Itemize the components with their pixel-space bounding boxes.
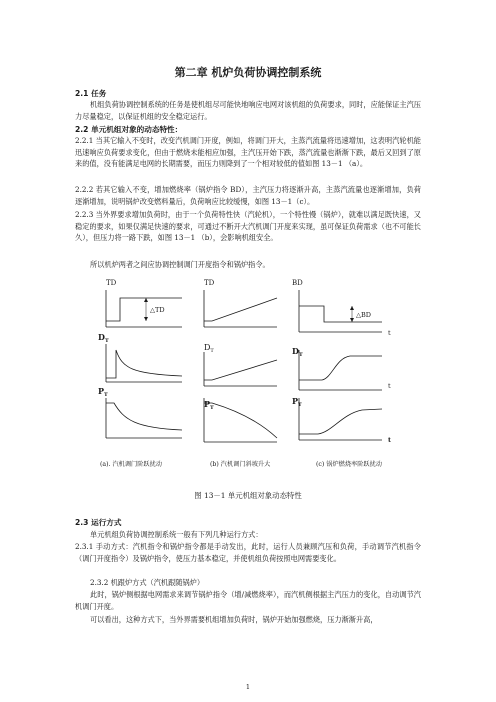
label-pt-a: $P_T$ — [98, 386, 108, 398]
figure-caption: 图 13－1 单元机组对象动态特性 — [194, 491, 302, 500]
label-t-c3: t — [388, 436, 392, 444]
label-dt-b: $D_T$ — [204, 343, 214, 354]
caption-a: (a). 汽机调门阶跃扰动 — [100, 461, 162, 468]
figure-column-a — [98, 279, 182, 438]
page-number: 1 — [245, 683, 251, 691]
section-2-3-2-text: 此时，锅炉侧根据电网需求来调节锅炉指令（增/减燃烧率），而汽机侧根据主汽压力的变化，自动调节汽机调门开度。 — [75, 590, 421, 611]
label-delta-td: △TD — [150, 306, 165, 314]
section-2-3-2-continued: 可以看出，这种方式下，当外界需要机组增加负荷时，锅炉开始加强燃烧，压力渐渐升高， — [90, 615, 378, 624]
section-2-2-conclusion: 所以机炉两者之间应协调控制调门开度指令和锅炉指令。 — [90, 260, 270, 269]
section-2-3-intro: 单元机组负荷协调控制系统一般有下列几种运行方式： — [90, 530, 263, 539]
figure-column-b — [204, 279, 277, 442]
chapter-title: 第二章 机炉负荷协调控制系统 — [174, 66, 322, 79]
section-2-2-2-text: 2.2.2 若其它输入不变，增加燃烧率（锅炉指令 BD），主汽压力将逐渐升高，主蒸汽流量也逐渐增加，负荷逐渐增加，说明锅炉改变燃料量后，负荷响应比较缓慢，如图 13－1（c）。 — [75, 185, 421, 206]
label-pt-c: $P_T$ — [292, 396, 302, 408]
section-2-2-1-text: 2.2.1 当其它输入不变时，改变汽机调门开度，例如，将调门开大，主蒸汽流量将迅速增加，这表明汽轮机能迅速响应负荷要求变化，但由于燃烧未能相应加强，主汽压开始下跌，蒸汽流量也渐渐下跌，最后又回到了原来的值，没有能满足电网的长期需要，而压力则降到了一个相对较低的值如图 13－1 （a）。 — [75, 136, 421, 169]
caption-c: (c) 锅炉燃烧率阶跃扰动 — [316, 461, 382, 468]
caption-b: (b) 汽机调门斜坡升大 — [210, 461, 271, 468]
section-2-2-heading: 2.2 单元机组对象的动态特性： — [75, 125, 183, 134]
label-delta-bd: △BD — [356, 311, 371, 319]
section-2-3-2-heading: 2.3.2 机跟炉方式（汽机跟随锅炉） — [90, 578, 205, 587]
dynamic-response-figure — [92, 272, 412, 512]
label-bd: BD — [292, 279, 303, 287]
label-td-b: TD — [204, 279, 215, 287]
label-t-c2: t — [388, 382, 391, 390]
label-t-c1: t — [388, 329, 391, 337]
figure-column-c — [292, 279, 391, 444]
label-pt-b: $P_T$ — [204, 399, 214, 411]
section-2-3-1-text: 2.3.1 手动方式：汽机指令和锅炉指令都是手动发出，此时，运行人员兼顾汽压和负荷，手动调节汽机指令（调门开度指令）及锅炉指令，使压力基本稳定，并使机组负荷按照电网需要变化。 — [75, 542, 421, 563]
label-dt-c: $D_T$ — [292, 346, 303, 358]
section-2-2-3-text: 2.2.3 当外界要求增加负荷时，由于一个负荷特性快（汽轮机），一个特性慢（锅炉），就难以满足既快速，又稳定的要求，如果仅满足快速的要求，可通过不断开大汽机调门开度来实现，虽可保证负荷需求（也不可能长久），但压力将一路下跌，如图 13－1 （b），会影响机组安全。 — [75, 210, 421, 243]
section-2-1-heading: 2.1 任务 — [75, 89, 107, 98]
section-2-1-text: 机组负荷协调控制系统的任务是使机组尽可能快地响应电网对该机组的负荷要求，同时，应能保证主汽压力尽量稳定，以保证机组的安全稳定运行。 — [75, 100, 421, 121]
section-2-3-heading: 2.3 运行方式 — [75, 518, 122, 527]
label-dt-a: $D_T$ — [98, 332, 109, 344]
label-td-a: TD — [106, 279, 117, 287]
